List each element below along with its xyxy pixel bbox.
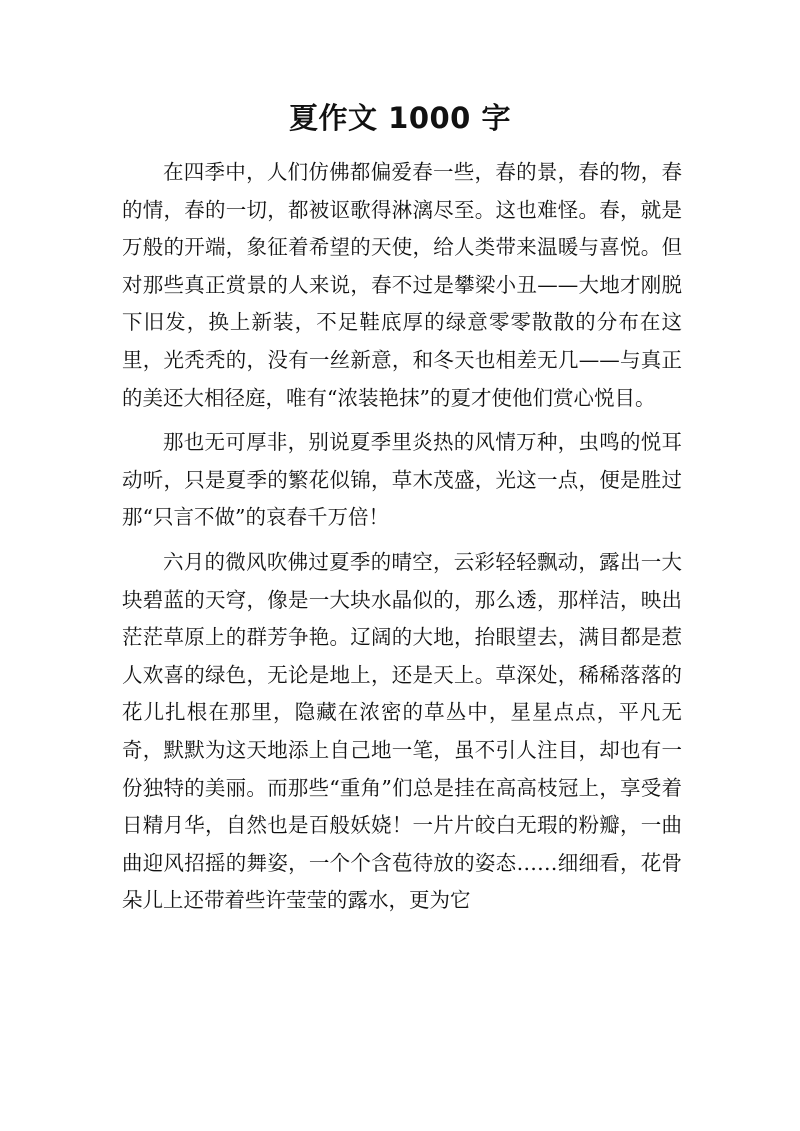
paragraph-2: 那也无可厚非，别说夏季里炎热的风情万种，虫鸣的悦耳动听，只是夏季的繁花似锦，草木茂盛，光这一点，便是胜过那“只言不做”的哀春千万倍！ [122,430,682,530]
paragraph-1: 在四季中，人们仿佛都偏爱春一些，春的景，春的物，春的情，春的一切，都被讴歌得淋漓尽至。这也难怪。春，就是万般的开端，象征着希望的天使，给人类带来温暖与喜悦。但对那些真正赏景的人来说，春不过是攀梁小丑——大地才刚脱下旧发，换上新装，不足鞋底厚的绿意零零散散的分布在这里，光秃秃的，没有一丝新意，和冬天也相差无几——与真正的美还大相径庭，唯有“浓装艳抹”的夏才使他们赏心悦目。 [122,160,682,410]
document-title: 夏作文 1000 字 [289,101,511,135]
document-body [122,154,682,927]
paragraph-3: 六月的微风吹佛过夏季的晴空，云彩轻轻飘动，露出一大块碧蓝的天穹，像是一大块水晶似的，那么透，那样洁，映出茫茫草原上的群芳争艳。辽阔的大地，抬眼望去，满目都是惹人欢喜的绿色，无论是地上，还是天上。草深处，稀稀落落的花儿扎根在那里，隐藏在浓密的草丛中，星星点点，平凡无奇，默默为这天地添上自己地一笔，虽不引人注目，却也有一份独特的美丽。而那些“重角”们总是挂在高高枝冠上，享受着日精月华，自然也是百般妖娆！一片片皎白无瑕的粉瓣，一曲曲迎风招摇的舞姿，一个个含苞待放的姿态……细细看，花骨朵儿上还带着些许莹莹的露水，更为它 [122,549,682,913]
